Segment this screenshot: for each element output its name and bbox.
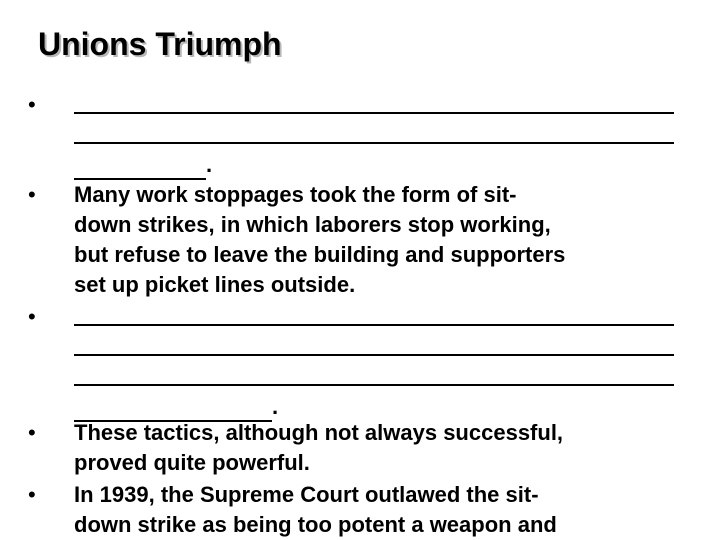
blank-line	[74, 90, 674, 120]
bullet-marker: •	[28, 92, 36, 117]
bullet-marker: •	[28, 420, 36, 445]
bullet-marker: •	[28, 304, 36, 329]
bullet-text	[74, 418, 674, 478]
bullet-text-line: proved quite powerful.	[74, 450, 310, 475]
bullet-text-line: Many work stoppages took the form of sit-	[74, 182, 517, 207]
blank-line	[74, 302, 674, 332]
blank-line	[74, 362, 674, 392]
blank-ending: .	[272, 394, 279, 419]
blank-line-last	[74, 150, 674, 180]
bullet-blank-area	[74, 90, 674, 180]
bullet-marker: •	[28, 482, 36, 507]
blank-line	[74, 120, 674, 150]
bullet-text	[74, 480, 674, 540]
bullet-marker: •	[28, 182, 36, 207]
blank-bar	[74, 154, 206, 180]
bullet-blank-area	[74, 302, 674, 422]
bullet-text-line: These tactics, although not always successful,	[74, 420, 564, 445]
slide-title: Unions Triumph	[38, 26, 282, 62]
bullet-text-line: down strikes, in which laborers stop working,	[74, 212, 551, 237]
bullet-text-line: set up picket lines outside.	[74, 272, 356, 297]
blank-line	[74, 332, 674, 362]
bullet-text-line: In 1939, the Supreme Court outlawed the sit-	[74, 482, 539, 507]
bullet-text-line: down strike as being too potent a weapon and	[74, 512, 557, 537]
bullet-text-line: but refuse to leave the building and supporters	[74, 242, 566, 267]
blank-ending: .	[206, 152, 213, 177]
bullet-text	[74, 180, 674, 300]
